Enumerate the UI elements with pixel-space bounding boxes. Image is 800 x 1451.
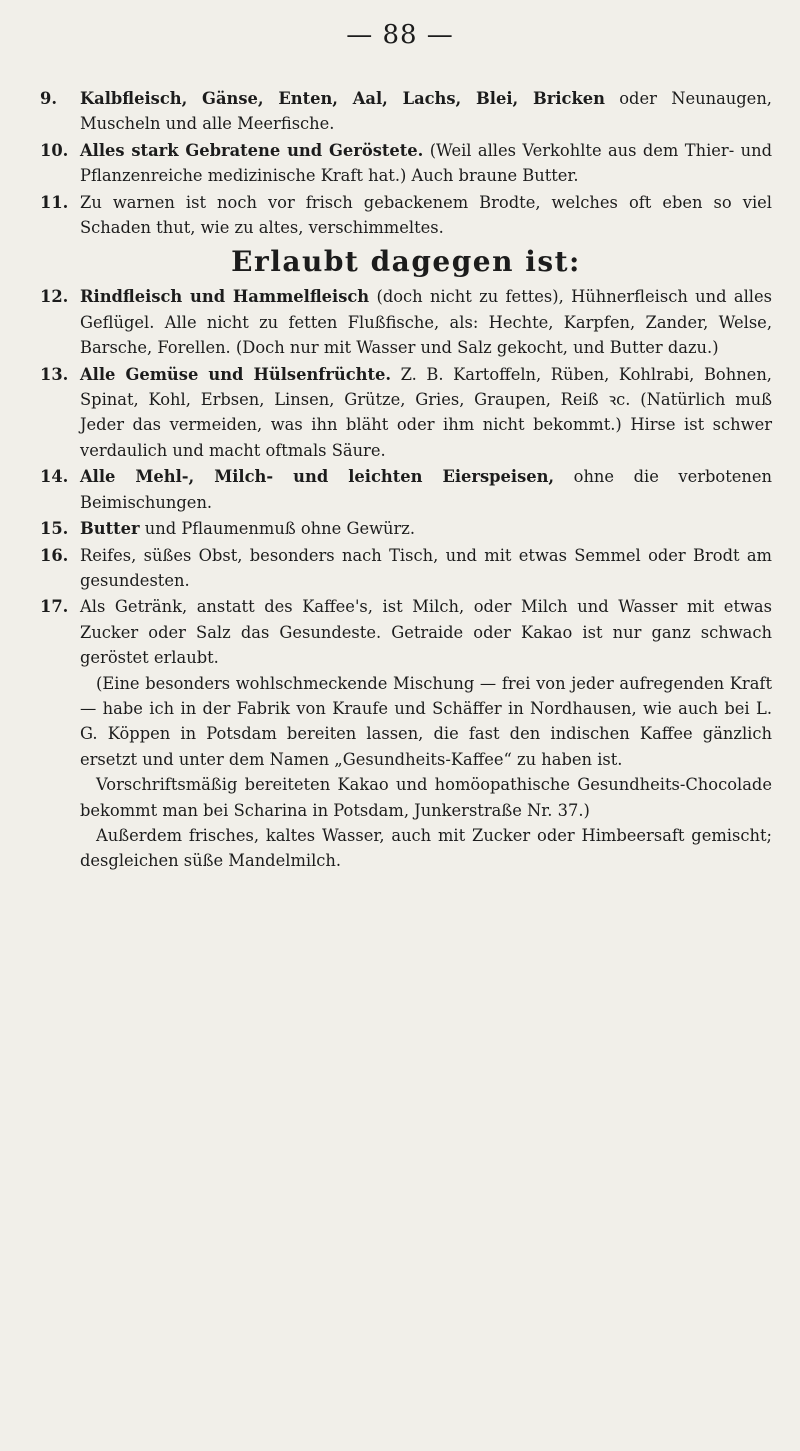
entry-body xyxy=(80,284,772,360)
entry-title: Alle Mehl-, Milch- und leichten Eierspeisen, xyxy=(80,467,555,487)
entry-paragraph: Außerdem frisches, kaltes Wasser, auch mit Zucker oder Himbeersaft gemischt; desgleichen süße Mandelmilch. xyxy=(80,825,772,871)
list-item xyxy=(40,190,772,241)
list-item xyxy=(40,86,772,137)
entry-list xyxy=(40,86,772,874)
entry-number: 9. xyxy=(40,89,57,108)
entry-number: 11. xyxy=(40,192,69,212)
page-number: — 88 — xyxy=(346,20,454,50)
entry-number: 14. xyxy=(40,467,69,487)
list-item xyxy=(40,362,772,464)
entry-title: Kalbfleisch, Gänse, Enten, Aal, Lachs, Blei, Bricken xyxy=(80,89,605,108)
list-item xyxy=(40,516,772,541)
list-item xyxy=(40,464,772,515)
entry-body xyxy=(80,464,772,515)
list-item xyxy=(40,594,772,873)
entry-body xyxy=(80,362,772,464)
entry-body xyxy=(80,516,772,541)
entry-number: 15. xyxy=(40,519,69,539)
entry-text: oder Neunaugen, Muscheln und alle Meerfische. xyxy=(80,89,772,134)
entry-paragraph: Vorschriftsmäßig bereiteten Kakao und homöopathische Gesundheits-Chocolade bekommt man bei Scharina in Potsdam, Junkerstraße Nr. 37.) xyxy=(80,775,772,820)
entry-title: Alles stark Gebratene und Geröstete. xyxy=(80,140,424,160)
entry-number: 10. xyxy=(40,140,69,160)
entry-text: (Weil alles Verkohlte aus dem Thier- und Pflanzenreiche medizinische Kraft hat.) Auch braune Butter. xyxy=(80,140,772,186)
entry-number: 12. xyxy=(40,287,69,307)
entry-text: Z. B. Kartoffeln, Rüben, Kohlrabi, Bohnen, Spinat, Kohl, Erbsen, Linsen, Grütze, Gries, Graupen, Reiß ꝛc. (Natürlich muß Jeder das vermeiden, was ihn bläht oder ihm nicht bekommt.) Hirse ist schwer verdaulich und macht oftmals Säure. xyxy=(80,364,772,460)
entry-body xyxy=(80,86,772,137)
entry-body xyxy=(80,594,772,670)
entry-number: 16. xyxy=(40,545,69,565)
entry-number: 13. xyxy=(40,364,69,384)
entry-text: (doch nicht zu fettes), Hühnerfleisch und alles Geflügel. Alle nicht zu fetten Flußfische, als: Hechte, Karpfen, Zander, Welse, Barsche, Forellen. (Doch nur mit Wasser und Salz gekocht, und Butter dazu.) xyxy=(80,287,772,358)
entry-number: 17. xyxy=(40,597,69,617)
entry-text: Zu warnen ist noch vor frisch gebackenem Brodte, welches oft eben so viel Schaden thut, wie zu altes, verschimmeltes. xyxy=(80,192,772,238)
entry-title: Alle Gemüse und Hülsenfrüchte. xyxy=(80,364,392,384)
entry-text: Reifes, süßes Obst, besonders nach Tisch, und mit etwas Semmel oder Brodt am gesundesten. xyxy=(80,545,772,590)
entry-text: Als Getränk, anstatt des Kaffee's, ist Milch, oder Milch und Wasser mit etwas Zucker oder Salz das Gesundeste. Getraide oder Kakao ist nur ganz schwach geröstet erlaubt. xyxy=(80,597,772,668)
section-heading: Erlaubt dagegen ist: xyxy=(231,245,581,279)
list-item xyxy=(40,138,772,189)
list-item xyxy=(40,543,772,594)
entry-body xyxy=(80,190,772,241)
list-item xyxy=(40,284,772,360)
entry-paragraph: (Eine besonders wohlschmeckende Mischung — frei von jeder aufregenden Kraft — habe ich in der Fabrik von Kraufe und Schäffer in Nordhausen, wie auch bei L. G. Köppen in Potsdam bereiten lassen, die fast den indischen Kaffee gänzlich ersetzt und unter dem Namen „Gesundheits-Kaffee“ zu haben ist. xyxy=(80,673,772,769)
entry-text: ohne die verbotenen Beimischungen. xyxy=(80,467,772,512)
entry-body xyxy=(80,543,772,594)
entry-text: und Pflaumenmuß ohne Gewürz. xyxy=(144,519,416,539)
entry-body xyxy=(80,138,772,189)
entry-title: Rindfleisch und Hammelfleisch xyxy=(80,287,370,307)
entry-title: Butter xyxy=(80,519,140,539)
